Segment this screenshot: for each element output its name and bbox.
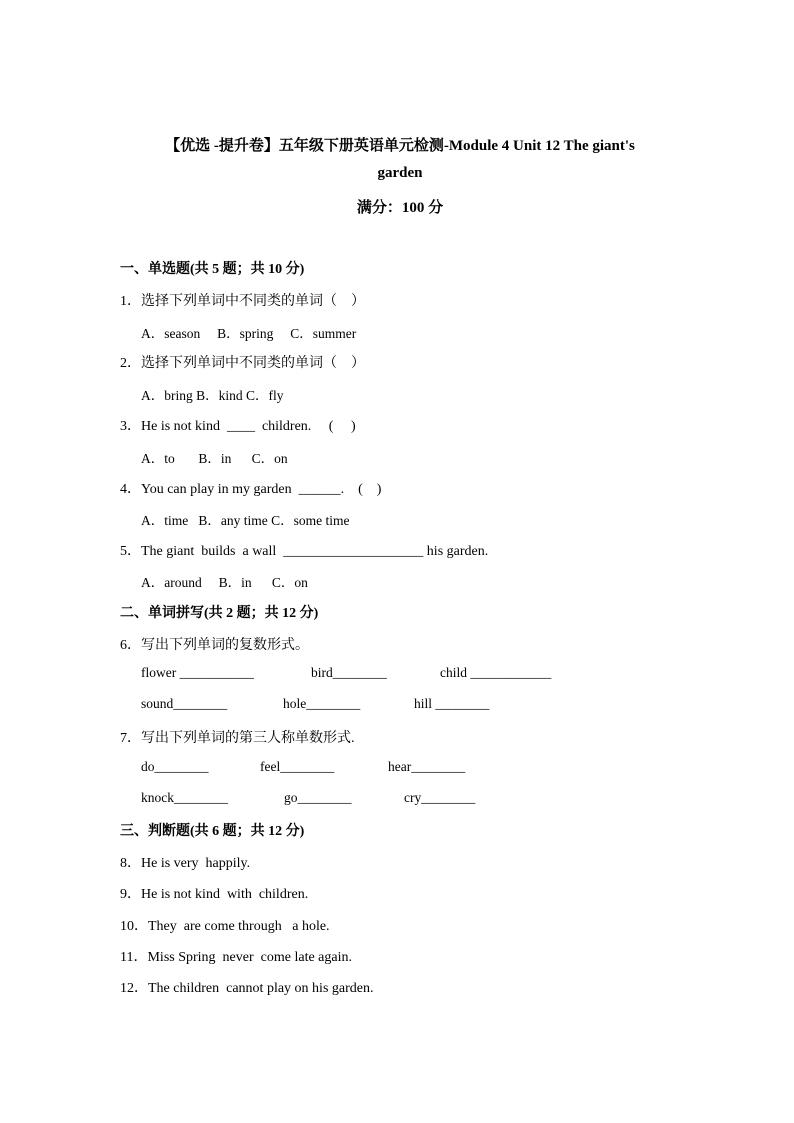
- question-1-options: A．season B．spring C．summer: [141, 326, 357, 341]
- document-title-line2: garden: [377, 165, 423, 181]
- judge-item-11: 11．Miss Spring never come late again.: [120, 950, 352, 965]
- judge-item-12: 12．The children cannot play on his garden.: [120, 981, 374, 996]
- question-2: 2．选择下列单词中不同类的单词（ ）: [120, 356, 365, 371]
- section3-heading: 三、判断题(共 6 题；共 12 分): [120, 824, 305, 839]
- question-6: 6．写出下列单词的复数形式。: [120, 638, 309, 653]
- question-7: 7．写出下列单词的第三人称单数形式.: [120, 731, 355, 746]
- section2-heading: 二、单词拼写(共 2 题；共 12 分): [120, 606, 319, 621]
- document-title-line1: 【优选 -提升卷】五年级下册英语单元检测-Module 4 Unit 12 The giant's: [165, 138, 635, 154]
- total-score: 满分：100 分: [356, 200, 444, 216]
- q7-word-hear: hear________: [388, 759, 466, 774]
- question-4: 4．You can play in my garden ______. ( ): [120, 482, 382, 497]
- question-3: 3．He is not kind ____ children. ( ): [120, 419, 356, 434]
- q6-word-hole: hole________: [283, 696, 361, 711]
- q7-word-do: do________: [141, 759, 209, 774]
- question-5-options: A．around B．in C．on: [141, 575, 308, 590]
- judge-item-10: 10．They are come through a hole.: [120, 919, 330, 934]
- q7-word-go: go________: [284, 790, 352, 805]
- question-2-options: A．bring B．kind C．fly: [141, 388, 284, 403]
- q6-word-sound: sound________: [141, 696, 228, 711]
- q6-word-hill: hill ________: [414, 696, 490, 711]
- question-5: 5．The giant builds a wall ____________________ his garden.: [120, 544, 489, 559]
- q6-word-child: child ____________: [440, 665, 552, 680]
- q7-word-cry: cry________: [404, 790, 476, 805]
- judge-item-9: 9．He is not kind with children.: [120, 887, 309, 902]
- section1-heading: 一、单选题(共 5 题；共 10 分): [120, 262, 305, 277]
- q6-word-flower: flower ___________: [141, 665, 254, 680]
- q7-word-feel: feel________: [260, 759, 335, 774]
- q6-word-bird: bird________: [311, 665, 387, 680]
- judge-item-8: 8．He is very happily.: [120, 856, 251, 871]
- question-1: 1．选择下列单词中不同类的单词（ ）: [120, 294, 365, 309]
- q7-word-knock: knock________: [141, 790, 228, 805]
- question-4-options: A．time B．any time C．some time: [141, 513, 350, 528]
- question-3-options: A．to B．in C．on: [141, 451, 288, 466]
